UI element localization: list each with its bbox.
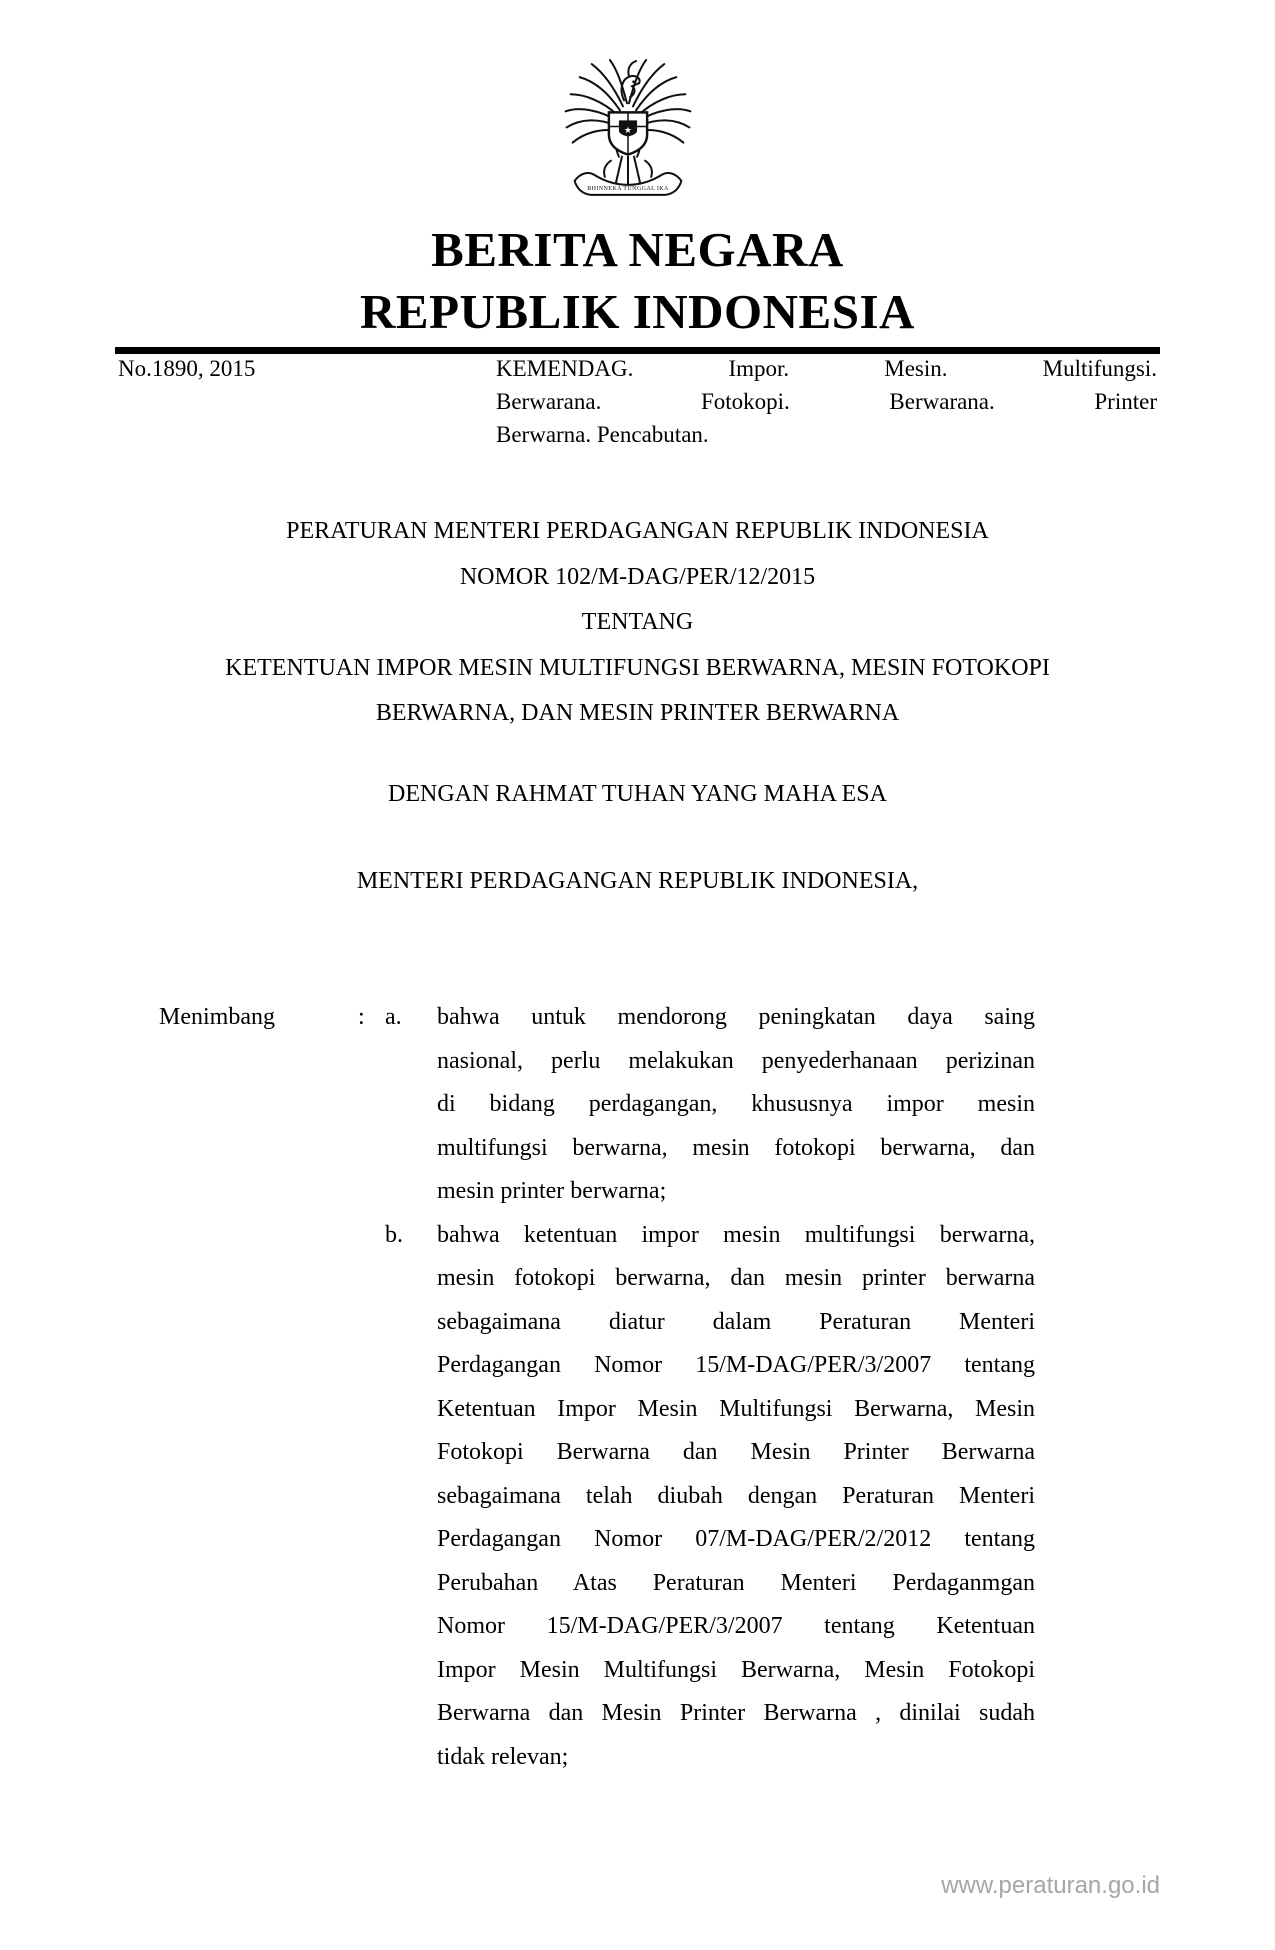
body-line: nasional, perlu melakukan penyederhanaan perizinan xyxy=(437,1047,1035,1074)
masthead-line-2: REPUBLIK INDONESIA xyxy=(360,284,915,339)
considering-label: Menimbang xyxy=(159,1004,275,1030)
item-marker: a. xyxy=(385,1004,402,1030)
body-line: sebagaimana telah diubah dengan Peraturan Menteri xyxy=(437,1482,1035,1509)
body-line: Nomor 15/M-DAG/PER/3/2007 tentang Ketentuan xyxy=(437,1613,1035,1639)
issue-number: No.1890, 2015 xyxy=(118,356,256,381)
subject-keywords xyxy=(496,352,1157,451)
body-line: Perdagangan Nomor 07/M-DAG/PER/2/2012 tentang xyxy=(437,1526,1035,1552)
title-line: PERATURAN MENTERI PERDAGANGAN REPUBLIK INDONESIA xyxy=(286,518,989,544)
item-marker: b. xyxy=(385,1221,403,1248)
garuda-eye-icon xyxy=(632,80,635,83)
body-line: bahwa ketentuan impor mesin multifungsi berwarna, xyxy=(437,1221,1035,1248)
title-line: BERWARNA, DAN MESIN PRINTER BERWARNA xyxy=(375,700,900,726)
masthead-line-1: BERITA NEGARA xyxy=(431,222,844,277)
invocation-line: DENGAN RAHMAT TUHAN YANG MAHA ESA xyxy=(388,781,887,807)
regulation-title xyxy=(0,509,1275,737)
subject-line: Berwarna. Pencabutan. xyxy=(496,422,709,447)
item-b-text xyxy=(437,1214,1035,1780)
source-watermark: www.peraturan.go.id xyxy=(941,1872,1160,1899)
body-line: Ketentuan Impor Mesin Multifungsi Berwarna, Mesin xyxy=(437,1395,1035,1422)
item-a-text xyxy=(437,996,1035,1214)
motto-text: BHINNEKA TUNGGAL IKA xyxy=(587,185,669,192)
authority-line: MENTERI PERDAGANGAN REPUBLIK INDONESIA, xyxy=(356,868,919,894)
masthead xyxy=(0,219,1275,343)
body-line: Fotokopi Berwarna dan Mesin Printer Berwarna xyxy=(437,1439,1035,1465)
subject-line: KEMENDAG. Impor. Mesin. Multifungsi. xyxy=(496,356,1157,381)
body-line: multifungsi berwarna, mesin fotokopi berwarna, dan xyxy=(437,1134,1035,1161)
star-icon: ★ xyxy=(623,124,633,135)
body-line: mesin printer berwarna; xyxy=(437,1178,667,1204)
body-line: Perubahan Atas Peraturan Menteri Perdaganmgan xyxy=(437,1569,1035,1596)
considering-items xyxy=(385,996,1035,1779)
body-line: Berwarna dan Mesin Printer Berwarna , dinilai sudah xyxy=(437,1700,1035,1726)
considering-section xyxy=(159,996,1035,1779)
body-line: bahwa untuk mendorong peningkatan daya saing xyxy=(437,1004,1035,1030)
body-line: di bidang perdagangan, khususnya impor mesin xyxy=(437,1091,1035,1117)
body-line: Perdagangan Nomor 15/M-DAG/PER/3/2007 tentang xyxy=(437,1352,1035,1378)
title-line: NOMOR 102/M-DAG/PER/12/2015 xyxy=(459,563,816,590)
title-line: TENTANG xyxy=(581,609,694,635)
considering-item-a xyxy=(385,996,1035,1214)
considering-item-b xyxy=(385,1214,1035,1780)
considering-colon: : xyxy=(358,1004,365,1030)
body-line: sebagaimana diatur dalam Peraturan Menteri xyxy=(437,1308,1035,1335)
pancasila-shield-icon xyxy=(609,112,647,154)
subject-line: Berwarana. Fotokopi. Berwarana. Printer xyxy=(496,389,1157,414)
body-line: Impor Mesin Multifungsi Berwarna, Mesin Fotokopi xyxy=(437,1656,1035,1683)
garuda-pancasila-emblem xyxy=(551,56,705,212)
body-line: tidak relevan; xyxy=(437,1743,569,1770)
title-line: KETENTUAN IMPOR MESIN MULTIFUNGSI BERWARNA, MESIN FOTOKOPI xyxy=(225,654,1050,681)
body-line: mesin fotokopi berwarna, dan mesin printer berwarna xyxy=(437,1265,1035,1291)
